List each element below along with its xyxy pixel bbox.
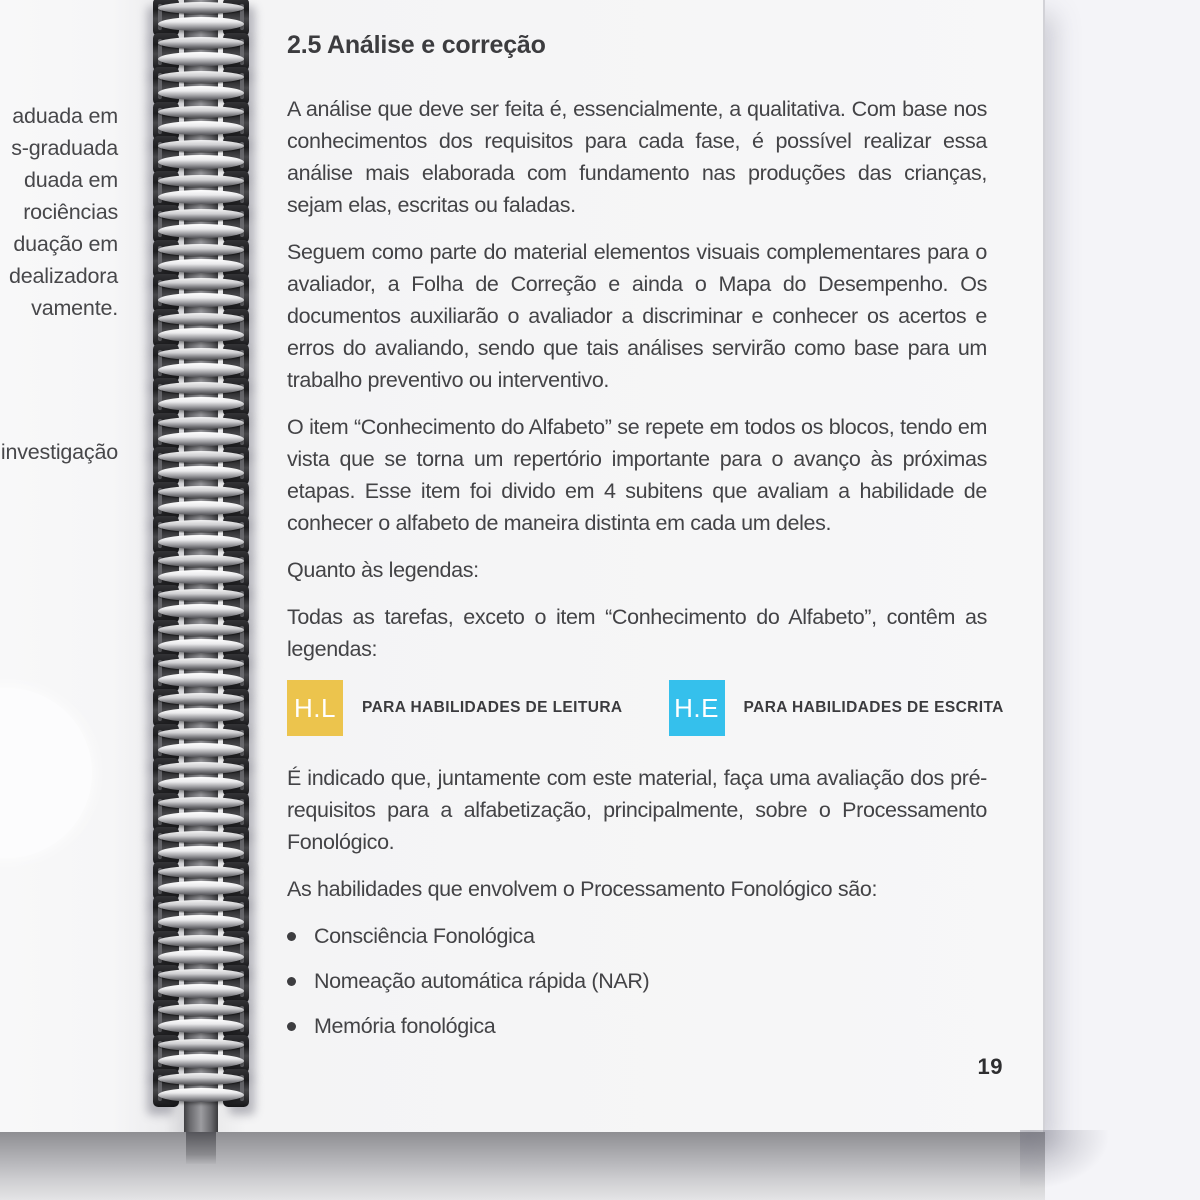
- coil-wire-icon: [158, 37, 244, 49]
- coil-wire-icon: [158, 244, 244, 256]
- legend-note: Todas as tarefas, exceto o item “Conhecimento do Alfabeto”, contêm as legendas:: [287, 605, 987, 661]
- coil-wire-icon: [158, 950, 244, 964]
- left-page-text: [0, 100, 118, 324]
- coil-wire-icon: [158, 382, 244, 394]
- coil-wire-icon: [158, 501, 244, 515]
- spiral-coil-icon: [151, 378, 251, 416]
- spiral-coil-icon: [151, 482, 251, 520]
- paragraph: É indicado que, juntamente com este material, faça uma avaliação dos pré-requisitos para a alfabetização, principalmente, sobre o Processamento Fonológico.: [287, 766, 987, 854]
- spiral-coil-icon: [151, 171, 251, 209]
- bullet-icon: [287, 1022, 296, 1031]
- page-number: 19: [977, 1054, 1003, 1079]
- list-item: [287, 965, 987, 997]
- left-text-line: rociências: [23, 200, 118, 224]
- coil-wire-icon: [158, 762, 244, 774]
- coil-wire-icon: [158, 328, 244, 342]
- coil-wire-icon: [158, 2, 244, 14]
- spiral-coil-icon: [151, 689, 251, 727]
- spiral-coil-icon: [151, 585, 251, 623]
- coil-wire-icon: [158, 728, 244, 740]
- coil-wire-icon: [158, 259, 244, 273]
- legend-item-escrita: [669, 680, 1004, 736]
- coil-wire-icon: [158, 1073, 244, 1085]
- coil-wire-icon: [158, 555, 244, 567]
- left-text-line: vamente.: [31, 296, 118, 320]
- coil-wire-icon: [158, 348, 244, 360]
- page-content: [287, 30, 1004, 1055]
- coil-wire-icon: [158, 486, 244, 498]
- skills-intro: As habilidades que envolvem o Processamento Fonológico são:: [287, 877, 878, 901]
- table-surface: [0, 1132, 1045, 1200]
- left-text-line: duação em: [13, 232, 118, 256]
- coil-wire-icon: [158, 121, 244, 135]
- spiral-coil-icon: [151, 274, 251, 312]
- coil-wire-icon: [158, 175, 244, 187]
- coil-wire-icon: [158, 1054, 244, 1068]
- spiral-coil-icon: [151, 516, 251, 554]
- spiral-coil-icon: [151, 620, 251, 658]
- he-badge-icon: H.E: [669, 680, 725, 736]
- coil-wire-icon: [158, 935, 244, 947]
- spiral-coil-icon: [151, 33, 251, 71]
- coil-wire-icon: [158, 624, 244, 636]
- bullet-icon: [287, 977, 296, 986]
- paragraph: Seguem como parte do material elementos visuais complementares para o avaliador, a Folha de Correção e ainda o Mapa do Desempenho. Os documentos auxiliarão o avaliador a discriminar e conhecer os acertos e erros do avaliando, sendo que tais análises servirão como base para um trabalho preventivo ou interventivo.: [287, 240, 987, 392]
- list-item: [287, 920, 987, 952]
- spiral-coil-icon: [151, 862, 251, 900]
- spiral-coil-icon: [151, 309, 251, 347]
- coil-wire-icon: [158, 570, 244, 584]
- spiral-coil-icon: [151, 447, 251, 485]
- legend-row: [287, 680, 1004, 736]
- right-page: [186, 0, 1045, 1132]
- spiral-coil-icon: [151, 1069, 251, 1107]
- list-item-text: Memória fonológica: [314, 1014, 496, 1038]
- coil-wire-icon: [158, 417, 244, 429]
- paragraph: O item “Conhecimento do Alfabeto” se repete em todos os blocos, tendo em vista que se torna um repertório importante para o avanço às próximas etapas. Esse item foi divido em 4 subitens que avaliam a habilidade de conhecer o alfabeto de maneira distinta em cada um deles.: [287, 415, 987, 535]
- coil-wire-icon: [158, 1039, 244, 1051]
- spiral-coil-icon: [151, 793, 251, 831]
- list-item-text: Consciência Fonológica: [314, 924, 535, 948]
- coil-wire-icon: [158, 363, 244, 377]
- coil-wire-icon: [158, 639, 244, 653]
- bullet-icon: [287, 932, 296, 941]
- spine-bottom-shadow: [186, 1132, 216, 1164]
- spiral-coil-icon: [151, 965, 251, 1003]
- hl-badge-icon: H.L: [287, 680, 343, 736]
- spiral-coil-icon: [151, 724, 251, 762]
- coil-wire-icon: [158, 881, 244, 895]
- list-item: [287, 1010, 987, 1042]
- paragraph: A análise que deve ser feita é, essencialmente, a qualitativa. Com base nos conhecimentos dos requisitos para cada fase, é possível realizar essa análise mais elaborada com fundamento nas produções das crianças, sejam elas, escritas ou faladas.: [287, 97, 987, 217]
- page-corner-shadow: [1020, 1130, 1110, 1190]
- coil-wire-icon: [158, 432, 244, 446]
- left-text-line: s-graduada: [11, 136, 118, 160]
- spiral-coil-icon: [151, 102, 251, 140]
- spiral-coil-icon: [151, 413, 251, 451]
- legend-intro: Quanto às legendas:: [287, 558, 479, 582]
- coil-wire-icon: [158, 190, 244, 204]
- spiral-coil-icon: [151, 136, 251, 174]
- coil-wire-icon: [158, 397, 244, 411]
- coil-wire-icon: [158, 708, 244, 722]
- left-text-line: investigação: [0, 440, 118, 464]
- spiral-coil-icon: [151, 67, 251, 105]
- coil-wire-icon: [158, 797, 244, 809]
- spiral-coil-icon: [151, 551, 251, 589]
- coil-wire-icon: [158, 812, 244, 826]
- left-text-line: aduada em: [12, 104, 118, 128]
- coil-wire-icon: [158, 17, 244, 31]
- spiral-coil-icon: [151, 1000, 251, 1038]
- left-text-line: dealizadora: [9, 264, 118, 288]
- spiral-coil-icon: [151, 896, 251, 934]
- legend-item-leitura: [287, 680, 623, 736]
- legend-label: PARA HABILIDADES DE ESCRITA: [743, 699, 1004, 716]
- legend-label: PARA HABILIDADES DE LEITURA: [362, 699, 623, 716]
- spiral-coil-icon: [151, 758, 251, 796]
- spiral-coil-icon: [151, 0, 251, 36]
- list-item-text: Nomeação automática rápida (NAR): [314, 969, 650, 993]
- decorative-circle: [0, 688, 92, 858]
- skills-list: [287, 920, 987, 1042]
- coil-wire-icon: [158, 693, 244, 705]
- coil-wire-icon: [158, 52, 244, 66]
- coil-wire-icon: [158, 1004, 244, 1016]
- section-heading: 2.5 Análise e correção: [287, 31, 546, 59]
- spiral-coil-icon: [151, 654, 251, 692]
- spiral-coil-icon: [151, 344, 251, 382]
- coil-wire-icon: [158, 777, 244, 791]
- coil-wire-icon: [158, 86, 244, 100]
- coil-wire-icon: [158, 743, 244, 757]
- coil-wire-icon: [158, 313, 244, 325]
- coil-wire-icon: [158, 71, 244, 83]
- spiral-coil-icon: [151, 827, 251, 865]
- spiral-coil-icon: [151, 1035, 251, 1073]
- coil-wire-icon: [158, 866, 244, 878]
- spiral-coil-icon: [151, 205, 251, 243]
- coil-wire-icon: [158, 1019, 244, 1033]
- spiral-coil-icon: [151, 240, 251, 278]
- coil-wire-icon: [158, 106, 244, 118]
- coil-wire-icon: [158, 1088, 244, 1102]
- left-text-line: duada em: [23, 168, 118, 192]
- spiral-coil-icon: [151, 931, 251, 969]
